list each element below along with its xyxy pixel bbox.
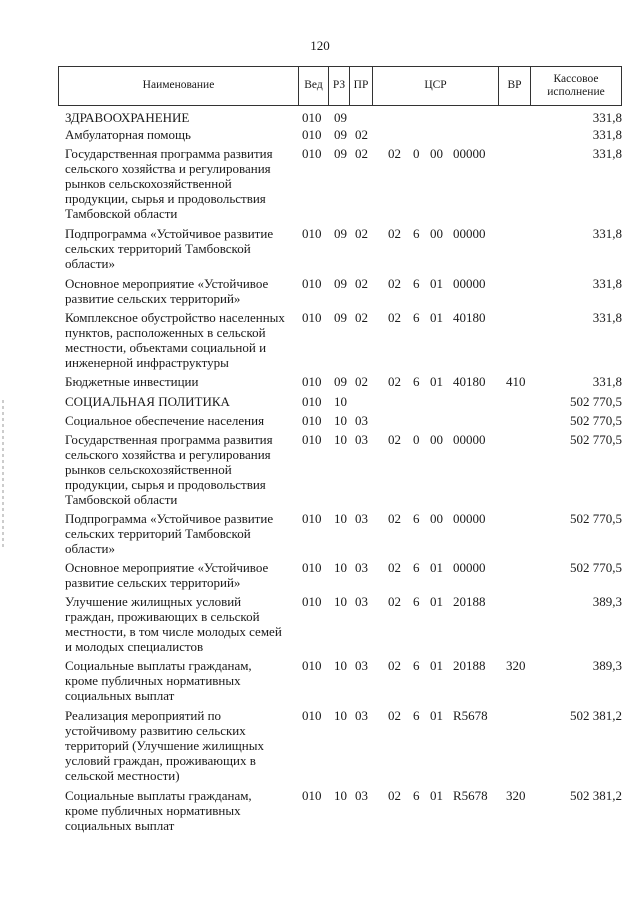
row-name: Основное мероприятие «Устойчивое развитие сельских территорий» [65,560,269,590]
row-csr-event: 01 [430,708,443,723]
row-sum: 389,3 [592,594,622,609]
row-csr-subprogram: 6 [413,560,420,575]
row-csr-direction: 40180 [453,374,486,389]
row-csr-direction: 00000 [453,276,486,291]
row-pr: 03 [355,511,368,526]
row-name: Социальные выплаты гражданам, кроме публичных нормативных социальных выплат [65,658,252,703]
row-csr-program: 02 [388,594,401,609]
row-csr-program: 02 [388,708,401,723]
row-ved: 010 [302,127,322,142]
row-name: Комплексное обустройство населенных пунктов, расположенных в сельской местности, объектами социальной и инженерной инфраструктуры [65,310,285,370]
row-rz: 10 [334,432,347,447]
row-pr: 02 [355,226,368,241]
row-pr: 02 [355,276,368,291]
row-rz: 10 [334,560,347,575]
row-rz: 09 [334,276,347,291]
row-ved: 010 [302,276,322,291]
table-header [58,66,622,106]
row-sum: 389,3 [592,658,622,673]
row-rz: 10 [334,413,347,428]
header-csr: ЦСР [372,67,498,105]
header-pr: ПР [349,67,372,105]
row-ved: 010 [302,146,322,161]
row-csr-direction: 00000 [453,511,486,526]
row-csr-event: 01 [430,560,443,575]
row-sum: 331,8 [592,374,622,389]
row-csr-direction: 20188 [453,594,486,609]
row-name: Социальные выплаты гражданам, кроме публичных нормативных социальных выплат [65,788,252,833]
row-sum: 502 770,5 [570,560,622,575]
row-csr-subprogram: 6 [413,310,420,325]
row-rz: 10 [334,511,347,526]
row-csr-direction: R5678 [453,708,488,723]
row-ved: 010 [302,374,322,389]
row-name: Улучшение жилищных условий граждан, проживающих в сельской местности, в том числе молодых семей и молодых специалистов [65,594,282,654]
row-csr-program: 02 [388,226,401,241]
row-pr: 03 [355,560,368,575]
row-rz: 10 [334,708,347,723]
row-csr-direction: 20188 [453,658,486,673]
row-csr-program: 02 [388,560,401,575]
row-csr-direction: 00000 [453,146,486,161]
row-ved: 010 [302,658,322,673]
row-name: Реализация мероприятий по устойчивому развитию сельских территорий (Улучшение жилищных условий граждан, проживающих в сельской местности) [65,708,264,783]
row-name: Бюджетные инвестиции [65,374,199,389]
row-csr-event: 01 [430,788,443,803]
row-name: Амбулаторная помощь [65,127,191,142]
row-csr-direction: 40180 [453,310,486,325]
row-ved: 010 [302,511,322,526]
row-pr: 03 [355,594,368,609]
row-csr-program: 02 [388,432,401,447]
row-csr-program: 02 [388,788,401,803]
row-csr-program: 02 [388,374,401,389]
header-rz: РЗ [328,67,349,105]
row-csr-event: 00 [430,146,443,161]
row-name: ЗДРАВООХРАНЕНИЕ [65,110,190,125]
row-csr-subprogram: 6 [413,594,420,609]
row-name: СОЦИАЛЬНАЯ ПОЛИТИКА [65,394,230,409]
row-ved: 010 [302,708,322,723]
row-sum: 331,8 [592,226,622,241]
header-ved: Вед [298,67,328,105]
row-rz: 10 [334,658,347,673]
row-pr: 03 [355,708,368,723]
row-sum: 331,8 [592,310,622,325]
header-sum: Кассовое исполнение [530,67,621,105]
row-pr: 03 [355,788,368,803]
row-csr-direction: 00000 [453,432,486,447]
row-pr: 03 [355,658,368,673]
row-csr-direction: 00000 [453,560,486,575]
row-ved: 010 [302,413,322,428]
row-rz: 09 [334,310,347,325]
row-rz: 10 [334,394,347,409]
row-rz: 10 [334,788,347,803]
scan-margin-mark [2,400,4,550]
row-rz: 09 [334,226,347,241]
row-ved: 010 [302,432,322,447]
row-sum: 331,8 [592,276,622,291]
row-ved: 010 [302,110,322,125]
row-csr-event: 01 [430,594,443,609]
row-sum: 502 770,5 [570,511,622,526]
row-ved: 010 [302,560,322,575]
row-pr: 02 [355,374,368,389]
row-csr-subprogram: 6 [413,708,420,723]
row-csr-event: 01 [430,310,443,325]
row-csr-subprogram: 6 [413,658,420,673]
row-sum: 502 770,5 [570,413,622,428]
row-pr: 02 [355,146,368,161]
row-name: Подпрограмма «Устойчивое развитие сельских территорий Тамбовской области» [65,226,274,271]
row-rz: 09 [334,146,347,161]
row-ved: 010 [302,788,322,803]
row-csr-program: 02 [388,511,401,526]
row-sum: 502 381,2 [570,788,622,803]
row-csr-subprogram: 6 [413,374,420,389]
row-csr-event: 01 [430,374,443,389]
row-csr-event: 01 [430,658,443,673]
row-csr-program: 02 [388,310,401,325]
row-csr-direction: 00000 [453,226,486,241]
row-csr-subprogram: 6 [413,226,420,241]
row-pr: 02 [355,310,368,325]
row-ved: 010 [302,310,322,325]
row-name: Социальное обеспечение населения [65,413,265,428]
row-pr: 03 [355,413,368,428]
page-number: 120 [310,38,330,53]
row-csr-program: 02 [388,658,401,673]
row-csr-event: 00 [430,226,443,241]
row-ved: 010 [302,394,322,409]
row-ved: 010 [302,226,322,241]
row-csr-event: 01 [430,276,443,291]
row-rz: 10 [334,594,347,609]
row-sum: 331,8 [592,127,622,142]
header-name: Наименование [142,79,215,92]
row-csr-program: 02 [388,276,401,291]
row-csr-subprogram: 0 [413,146,420,161]
row-csr-event: 00 [430,432,443,447]
row-csr-program: 02 [388,146,401,161]
row-ved: 010 [302,594,322,609]
row-name: Основное мероприятие «Устойчивое развитие сельских территорий» [65,276,269,306]
row-vr: 320 [506,658,526,673]
row-csr-direction: R5678 [453,788,488,803]
row-sum: 502 770,5 [570,394,622,409]
row-rz: 09 [334,110,347,125]
row-vr: 410 [506,374,526,389]
row-pr: 02 [355,127,368,142]
row-sum: 502 381,2 [570,708,622,723]
row-sum: 502 770,5 [570,432,622,447]
row-csr-subprogram: 6 [413,276,420,291]
row-sum: 331,8 [592,146,622,161]
row-csr-event: 00 [430,511,443,526]
row-vr: 320 [506,788,526,803]
row-pr: 03 [355,432,368,447]
row-name: Государственная программа развития сельского хозяйства и регулирования рынков сельскохозяйственной продукции, сырья и продовольствия Тамбовской области [65,432,273,507]
row-name: Государственная программа развития сельского хозяйства и регулирования рынков сельскохозяйственной продукции, сырья и продовольствия Тамбовской области [65,146,273,221]
row-csr-subprogram: 0 [413,432,420,447]
row-rz: 09 [334,127,347,142]
row-sum: 331,8 [592,110,622,125]
row-rz: 09 [334,374,347,389]
header-vr: ВР [498,67,530,105]
row-name: Подпрограмма «Устойчивое развитие сельских территорий Тамбовской области» [65,511,274,556]
row-csr-subprogram: 6 [413,788,420,803]
row-csr-subprogram: 6 [413,511,420,526]
